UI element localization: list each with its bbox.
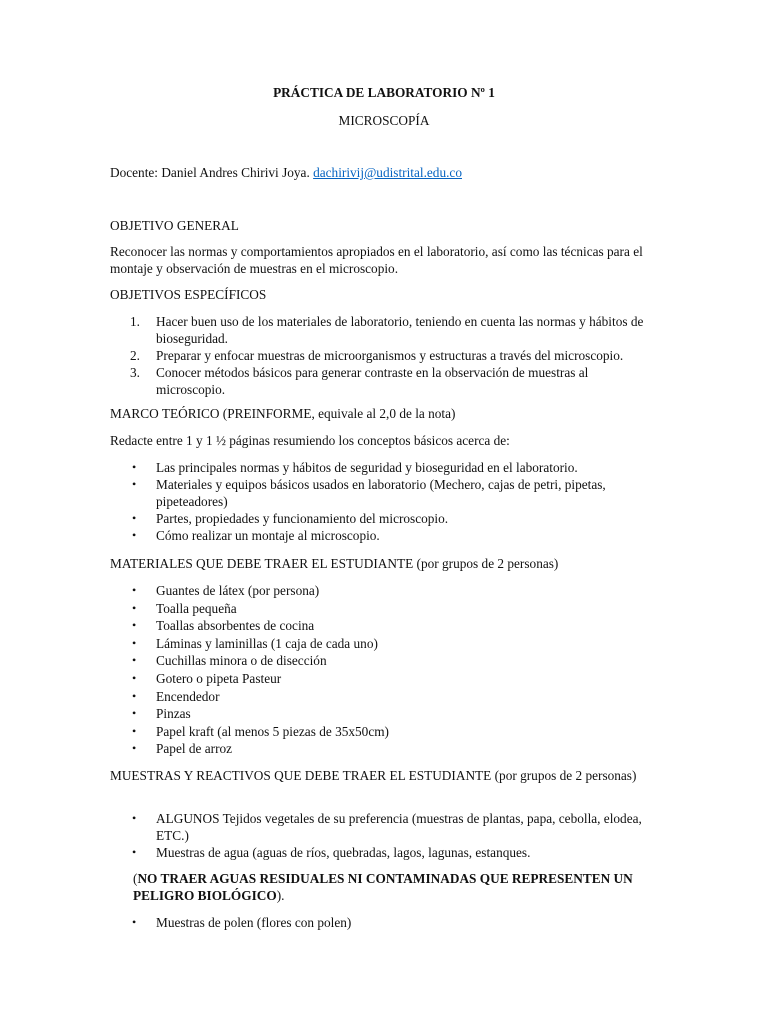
bullet-icon: • xyxy=(132,741,137,756)
objetivo-general-text: Reconocer las normas y comportamientos apropiados en el laboratorio, así como las técnicas para el montaje y observación de muestras en el microscopio. xyxy=(110,244,643,276)
objetivos-especificos-heading: OBJETIVOS ESPECÍFICOS xyxy=(110,287,267,302)
list-item: • Toallas absorbentes de cocina xyxy=(132,618,315,634)
list-item: • Papel de arroz xyxy=(132,741,233,757)
list-item: • Materiales y equipos básicos usados en laboratorio (Mechero, cajas de petri, pipetas, pipeteadores) xyxy=(132,477,606,509)
bullet-icon: • xyxy=(132,723,137,738)
bullet-icon: • xyxy=(132,618,137,633)
list-item: • Las principales normas y hábitos de seguridad y bioseguridad en el laboratorio. xyxy=(132,460,578,475)
bullet-icon: • xyxy=(132,583,137,597)
list-item: 2. Preparar y enfocar muestras de microorganismos y estructuras a través del microscopio. xyxy=(130,348,624,363)
objetivo-general-heading: OBJETIVO GENERAL xyxy=(110,218,239,233)
list-item: • Muestras de agua (aguas de ríos, quebradas, lagos, lagunas, estanques. xyxy=(132,845,531,860)
document-subtitle: MICROSCOPÍA xyxy=(338,113,430,128)
docente-label: Docente: Daniel Andres Chirivi Joya. xyxy=(110,165,314,180)
bullet-icon: • xyxy=(132,670,137,685)
list-item: • Pinzas xyxy=(132,706,191,722)
warning-bold-text: NO TRAER AGUAS RESIDUALES NI CONTAMINADAS QUE REPRESENTEN UN PELIGRO BIOLÓGICO xyxy=(133,871,633,903)
bullet-icon: • xyxy=(132,511,137,525)
list-item: • Gotero o pipeta Pasteur xyxy=(132,670,282,686)
docente-line xyxy=(110,164,660,181)
bullet-icon: • xyxy=(132,653,137,668)
list-item: • Cómo realizar un montaje al microscopio. xyxy=(132,528,380,543)
list-item: • Encendedor xyxy=(132,688,220,704)
list-item: • Guantes de látex (por persona) xyxy=(132,583,320,598)
list-item: • Láminas y laminillas (1 caja de cada uno) xyxy=(132,635,378,651)
list-item: 3. Conocer métodos básicos para generar contraste en la observación de muestras al microscopio. xyxy=(130,365,589,397)
list-item: • ALGUNOS Tejidos vegetales de su preferencia (muestras de plantas, papa, cebolla, elodea, ETC.) xyxy=(132,811,642,843)
list-item: • Partes, propiedades y funcionamiento del microscopio. xyxy=(132,511,449,526)
bullet-icon: • xyxy=(132,635,137,650)
docente-email-link[interactable]: dachirivij@udistrital.edu.co xyxy=(313,165,462,180)
muestras-list-2 xyxy=(110,914,660,931)
bullet-icon: • xyxy=(132,915,137,929)
materiales-heading: MATERIALES QUE DEBE TRAER EL ESTUDIANTE (por grupos de 2 personas) xyxy=(110,556,559,571)
list-item: • Cuchillas minora o de disección xyxy=(132,653,327,669)
warning-note: (NO TRAER AGUAS RESIDUALES NI CONTAMINADAS QUE REPRESENTEN UN PELIGRO BIOLÓGICO). xyxy=(133,871,633,903)
list-item: • Muestras de polen (flores con polen) xyxy=(132,915,352,930)
bullet-icon: • xyxy=(132,460,137,474)
list-item: • Toalla pequeña xyxy=(132,600,237,616)
bullet-icon: • xyxy=(132,811,137,825)
objetivos-especificos-list xyxy=(110,313,660,398)
muestras-list xyxy=(110,810,660,861)
bullet-icon: • xyxy=(132,845,137,859)
marco-teorico-list xyxy=(110,459,660,544)
materiales-list xyxy=(110,582,660,758)
marco-teorico-intro: Redacte entre 1 y 1 ½ páginas resumiendo los conceptos básicos acerca de: xyxy=(110,433,510,448)
document-title: PRÁCTICA DE LABORATORIO Nº 1 xyxy=(273,85,495,100)
bullet-icon: • xyxy=(132,600,137,615)
bullet-icon: • xyxy=(132,688,137,703)
bullet-icon: • xyxy=(132,528,137,542)
list-item: 1. Hacer buen uso de los materiales de laboratorio, teniendo en cuenta las normas y hábitos de bioseguridad. xyxy=(130,314,644,346)
bullet-icon: • xyxy=(132,477,137,491)
marco-teorico-heading: MARCO TEÓRICO (PREINFORME, equivale al 2,0 de la nota) xyxy=(110,406,456,421)
bullet-icon: • xyxy=(132,706,137,721)
muestras-heading: MUESTRAS Y REACTIVOS QUE DEBE TRAER EL ESTUDIANTE (por grupos de 2 personas) xyxy=(110,768,637,783)
list-item: • Papel kraft (al menos 5 piezas de 35x50cm) xyxy=(132,723,389,739)
